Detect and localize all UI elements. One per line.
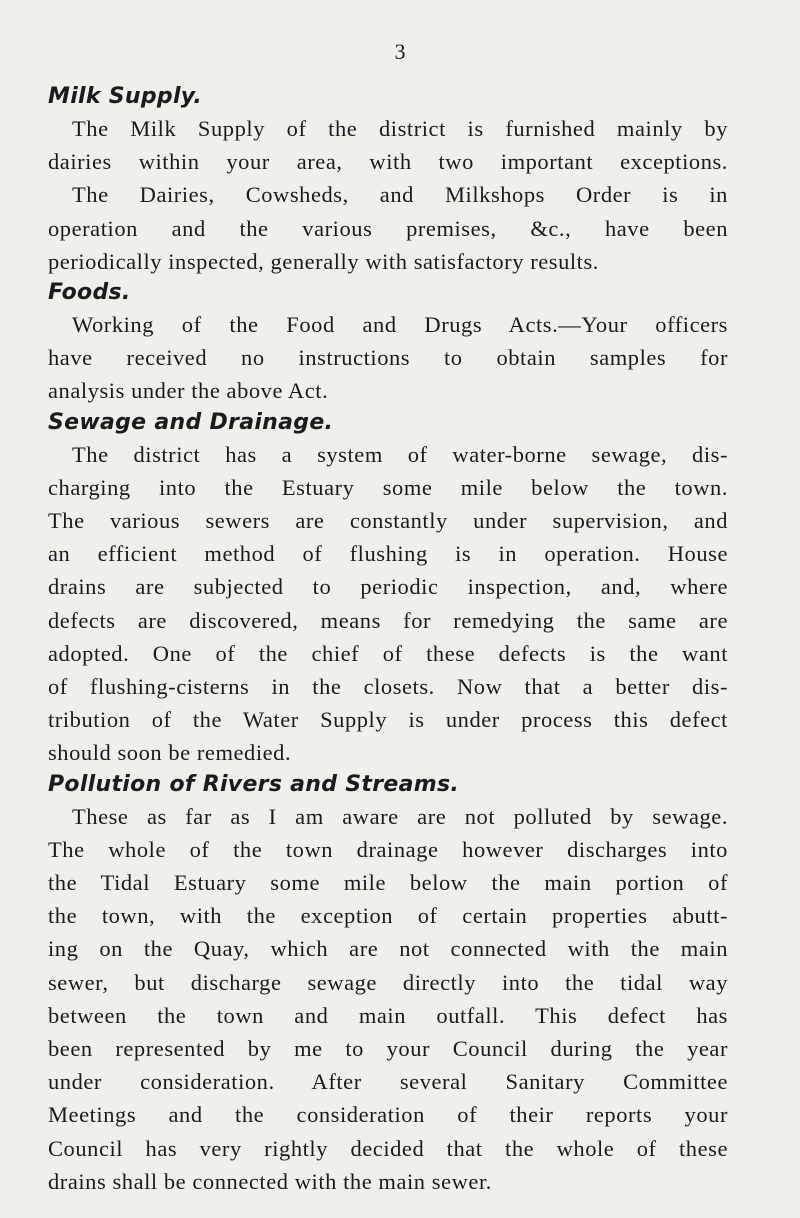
text-line: between the town and main outfall. This defect has [48, 1002, 728, 1028]
report-body [48, 82, 728, 1198]
text-line: the Tidal Estuary some mile below the main portion of [48, 870, 728, 896]
text-line: drains are subjected to periodic inspection, and, where [48, 574, 728, 600]
text-line: of flushing-cisterns in the closets. Now that a better dis- [48, 674, 728, 700]
text-line: should soon be remedied. [48, 740, 292, 766]
text-line: ing on the Quay, which are not connected with the main [48, 936, 728, 962]
text-line: The district has a system of water-borne sewage, dis- [72, 441, 728, 467]
section-sewage-drainage [48, 408, 728, 770]
section-pollution-rivers-streams [48, 770, 728, 1198]
text-line: adopted. One of the chief of these defects is the want [48, 640, 728, 666]
text-line: defects are discovered, means for remedying the same are [48, 607, 728, 633]
text-line: an efficient method of flushing is in operation. House [48, 541, 728, 567]
text-line: Working of the Food and Drugs Acts.—Your officers [72, 312, 728, 338]
section-heading: Pollution of Rivers and Streams. [48, 771, 460, 797]
text-line: The whole of the town drainage however discharges into [48, 836, 728, 862]
text-line: dairies within your area, with two important exceptions. [48, 149, 728, 175]
text-line: been represented by me to your Council during the year [48, 1036, 728, 1062]
section-paragraph [48, 800, 728, 1198]
text-line: the town, with the exception of certain properties abutt- [48, 903, 728, 929]
text-line: drains shall be connected with the main sewer. [48, 1168, 492, 1194]
text-line: tribution of the Water Supply is under process this defect [48, 707, 728, 733]
text-line: Council has very rightly decided that the whole of these [48, 1135, 728, 1161]
section-paragraph [48, 438, 728, 770]
text-line: periodically inspected, generally with satisfactory results. [48, 248, 599, 274]
text-line: The Milk Supply of the district is furnished mainly by [72, 116, 728, 141]
text-line: Meetings and the consideration of their reports your [48, 1102, 728, 1128]
text-line: operation and the various premises, &c., have been [48, 215, 728, 241]
page-number: 3 [394, 39, 406, 64]
section-paragraph [48, 308, 728, 408]
text-line: sewer, but discharge sewage directly into the tidal way [48, 969, 728, 995]
text-line: These as far as I am aware are not polluted by sewage. [72, 803, 728, 829]
section-heading: Foods. [48, 280, 131, 306]
section-heading: Sewage and Drainage. [48, 409, 334, 435]
text-line: charging into the Estuary some mile below the town. [48, 474, 728, 500]
text-line: The Dairies, Cowsheds, and Milkshops Order is in [72, 182, 728, 208]
text-line: have received no instructions to obtain samples for [48, 345, 728, 371]
section-foods [48, 278, 728, 408]
section-paragraph [48, 112, 728, 278]
section-heading: Milk Supply. [48, 84, 203, 109]
text-line: under consideration. After several Sanitary Committee [48, 1069, 728, 1095]
section-milk-supply [48, 82, 728, 278]
text-line: The various sewers are constantly under supervision, and [48, 508, 728, 534]
text-line: analysis under the above Act. [48, 378, 329, 404]
